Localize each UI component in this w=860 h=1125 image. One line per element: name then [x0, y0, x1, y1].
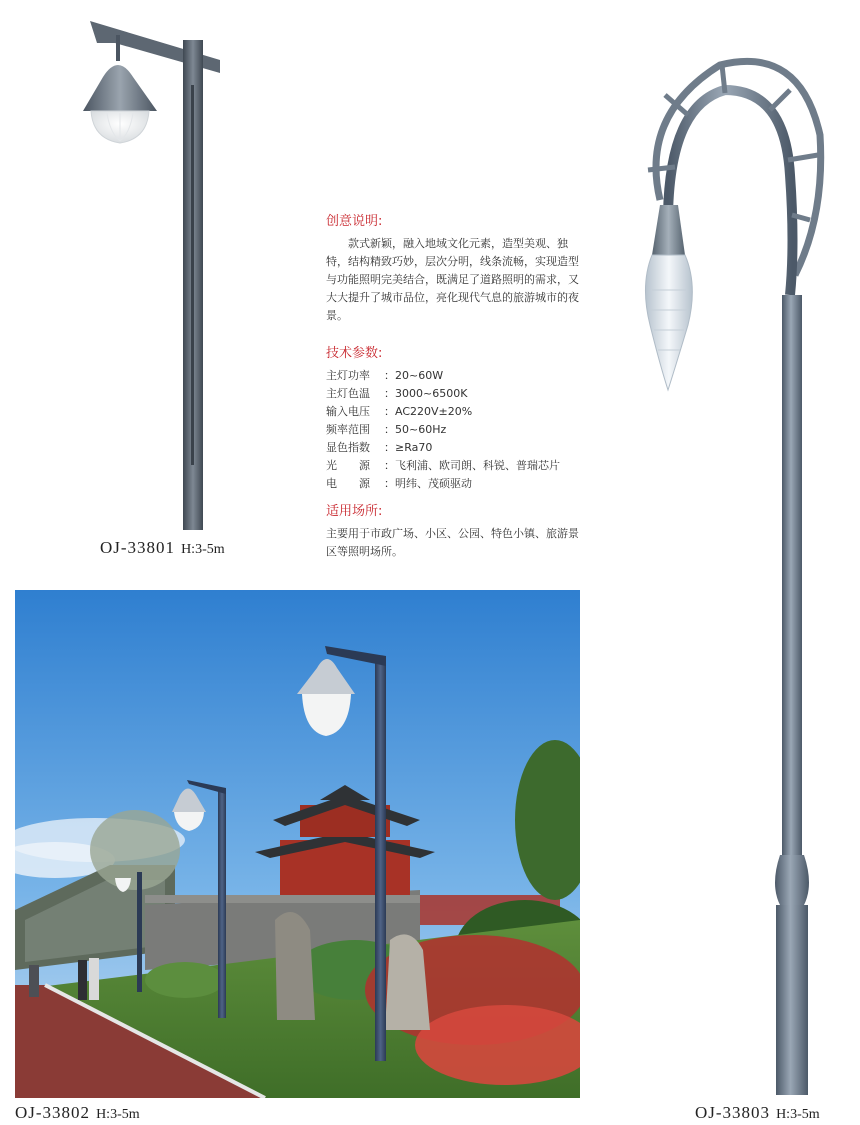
- product-image-oj-33801: [75, 15, 235, 535]
- product-scene-photo-oj-33802: [15, 590, 580, 1098]
- product-caption-oj-33803: [695, 1103, 820, 1123]
- usage-title: 适用场所:: [326, 504, 383, 519]
- product-caption-oj-33802: [15, 1103, 140, 1123]
- description-title: 创意说明:: [326, 214, 383, 229]
- usage-text: 主要用于市政广场、小区、公园、特色小镇、旅游景区等照明场所。: [326, 527, 579, 558]
- usage-section: [326, 500, 588, 561]
- product-code: OJ-33801: [100, 538, 176, 557]
- product-code: OJ-33802: [15, 1103, 91, 1122]
- specs-title: 技术参数:: [326, 346, 383, 361]
- description-text: 款式新颖，融入地域文化元素，造型美观、独特，结构精致巧妙，层次分明，线条流畅，实现造型与功能照明完美结合，既满足了道路照明的需求，又大大提升了城市品位，亮化现代气息的旅游城市的夜景。: [326, 237, 579, 322]
- product-caption-oj-33801: [100, 538, 225, 558]
- product-height: H:3-5m: [776, 1107, 820, 1122]
- product-image-oj-33803: [630, 55, 830, 1100]
- spec-row-voltage: 输入电压 ：AC220V±20%: [326, 405, 473, 418]
- specs-section: [326, 342, 560, 493]
- product-code: OJ-33803: [695, 1103, 771, 1122]
- spec-row-color-temp: 主灯色温 ：3000~6500K: [326, 387, 468, 400]
- spec-row-cri: 显色指数 ：≥Ra70: [326, 441, 433, 454]
- spec-row-frequency: 频率范围 ：50~60Hz: [326, 423, 447, 436]
- product-height: H:3-5m: [181, 542, 225, 557]
- spec-row-light-source: 光 源 ：飞利浦、欧司朗、科锐、普瑞芯片: [326, 459, 560, 472]
- spec-row-power: 主灯功率 ：20~60W: [326, 369, 444, 382]
- spec-row-power-supply: 电 源 ：明纬、茂硕驱动: [326, 477, 472, 490]
- product-height: H:3-5m: [96, 1107, 140, 1122]
- description-section: [326, 210, 588, 325]
